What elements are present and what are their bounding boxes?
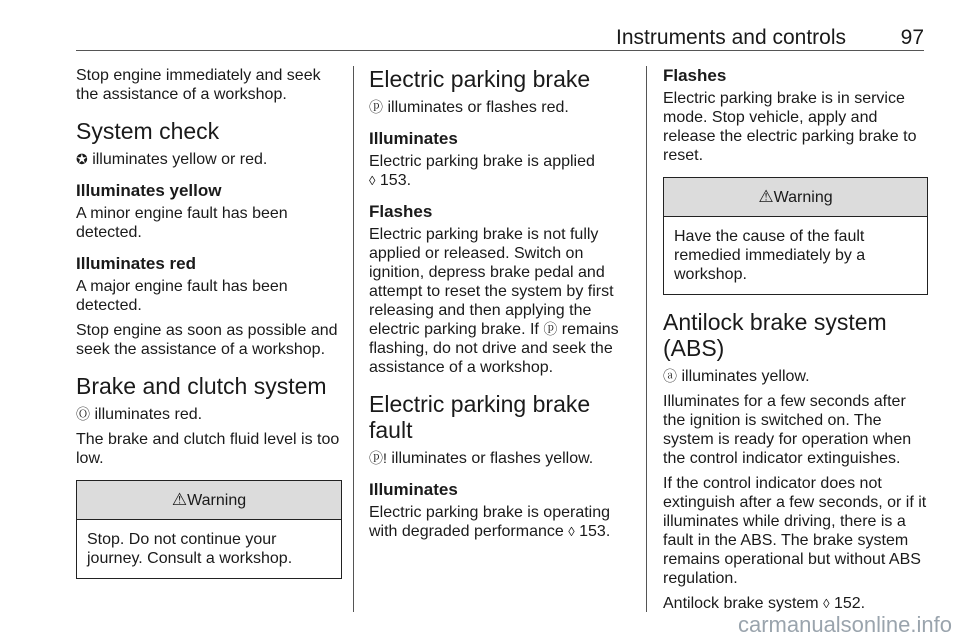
column-divider — [353, 66, 354, 612]
parking-brake-icon: ⓟ — [369, 99, 383, 115]
brake-clutch-desc — [76, 405, 342, 424]
epb-desc — [369, 98, 625, 117]
system-check-desc — [76, 150, 342, 169]
brake-clutch-text: The brake and clutch fluid level is too low. — [76, 431, 340, 467]
epb-fault-illum-heading: Illuminates — [369, 480, 458, 499]
text: Antilock brake system — [663, 595, 819, 612]
page-ref-icon: ◊ — [568, 524, 575, 539]
watermark: carmanualsonline.info — [737, 612, 952, 637]
page-ref-icon: ◊ — [823, 596, 830, 611]
header-title: Instruments and controls — [616, 26, 846, 49]
warning-body: Have the cause of the fault remedied immediately by a workshop. — [674, 228, 866, 283]
abs-ref-line — [663, 594, 928, 613]
page-header — [76, 0, 924, 52]
epb-flash-heading: Flashes — [369, 202, 433, 221]
flashes-heading: Flashes — [663, 66, 727, 85]
text: Electric parking brake is operating with degraded performance — [369, 504, 611, 540]
text: Electric parking brake is applied — [369, 153, 595, 170]
column-divider — [646, 66, 647, 612]
abs-text-2: If the control indicator does not extinguish after a few seconds, or if it illuminates while driving, there is a fault in the ABS. The brake system remains operational but without ABS regulation. — [663, 475, 927, 587]
yellow-text: A minor engine fault has been detected. — [76, 205, 288, 241]
page-number: 97 — [900, 26, 924, 49]
column-1 — [76, 66, 342, 589]
warning-box — [76, 480, 342, 579]
engine-light-icon: ✪ — [76, 151, 88, 167]
column-3 — [663, 66, 928, 619]
intro-text: Stop engine immediately and seek the assistance of a workshop. — [76, 67, 321, 103]
epb-fault-desc — [369, 449, 625, 468]
yellow-heading: Illuminates yellow — [76, 181, 222, 200]
desc-text: illuminates yellow or red. — [92, 151, 268, 168]
warning-header — [664, 178, 927, 217]
warning-triangle-icon: ⚠ — [758, 187, 774, 206]
brake-clutch-heading: Brake and clutch system — [76, 373, 327, 399]
warning-title: Warning — [773, 189, 833, 206]
red-heading: Illuminates red — [76, 254, 196, 273]
warning-title: Warning — [187, 492, 247, 509]
warning-header — [77, 481, 341, 520]
page-ref[interactable]: 153. — [379, 172, 412, 189]
desc-text: illuminates or flashes yellow. — [391, 450, 594, 467]
abs-icon: ⓐ — [663, 368, 677, 384]
parking-brake-icon: ⓟ — [543, 321, 558, 337]
parking-brake-fault-icon: ⓟ! — [369, 450, 387, 466]
header-rule — [76, 50, 924, 51]
red-text: A major engine fault has been detected. — [76, 278, 288, 314]
desc-text: illuminates or flashes red. — [387, 99, 569, 116]
flashes-text: Electric parking brake is in service mode. Stop vehicle, apply and release the electric parking brake to reset. — [663, 90, 917, 164]
column-2 — [369, 66, 625, 547]
system-check-heading: System check — [76, 118, 220, 144]
epb-flash-text — [369, 225, 625, 377]
text: remains flashing, do not drive and seek the assistance of a workshop. — [369, 321, 619, 376]
epb-illum-heading: Illuminates — [369, 129, 458, 148]
desc-text: illuminates yellow. — [681, 368, 810, 385]
red-text-2: Stop engine as soon as possible and seek the assistance of a workshop. — [76, 322, 338, 358]
abs-heading: Antilock brake system (ABS) — [663, 309, 887, 361]
page-ref[interactable]: 153. — [579, 523, 611, 540]
abs-text-1: Illuminates for a few seconds after the ignition is switched on. The system is ready for operation when the control indicator extinguishes. — [663, 393, 912, 467]
warning-body: Stop. Do not continue your journey. Consult a workshop. — [87, 531, 293, 567]
warning-triangle-icon: ⚠ — [171, 490, 188, 509]
epb-fault-heading: Electric parking brake fault — [369, 391, 591, 443]
text: Electric parking brake is not fully applied or released. Switch on ignition, depress brake pedal and attempt to reset the system by first releasing and then applying the electric parking brake. If — [369, 226, 614, 338]
abs-desc — [663, 367, 928, 386]
brake-warning-icon: Ⓞ — [76, 406, 90, 422]
page-ref-icon: ◊ — [369, 173, 376, 188]
epb-illum-text — [369, 152, 625, 190]
epb-heading: Electric parking brake — [369, 66, 591, 92]
desc-text: illuminates red. — [94, 406, 203, 423]
warning-box — [663, 177, 928, 295]
page-ref[interactable]: 152. — [833, 595, 866, 612]
epb-fault-illum-text — [369, 503, 625, 541]
